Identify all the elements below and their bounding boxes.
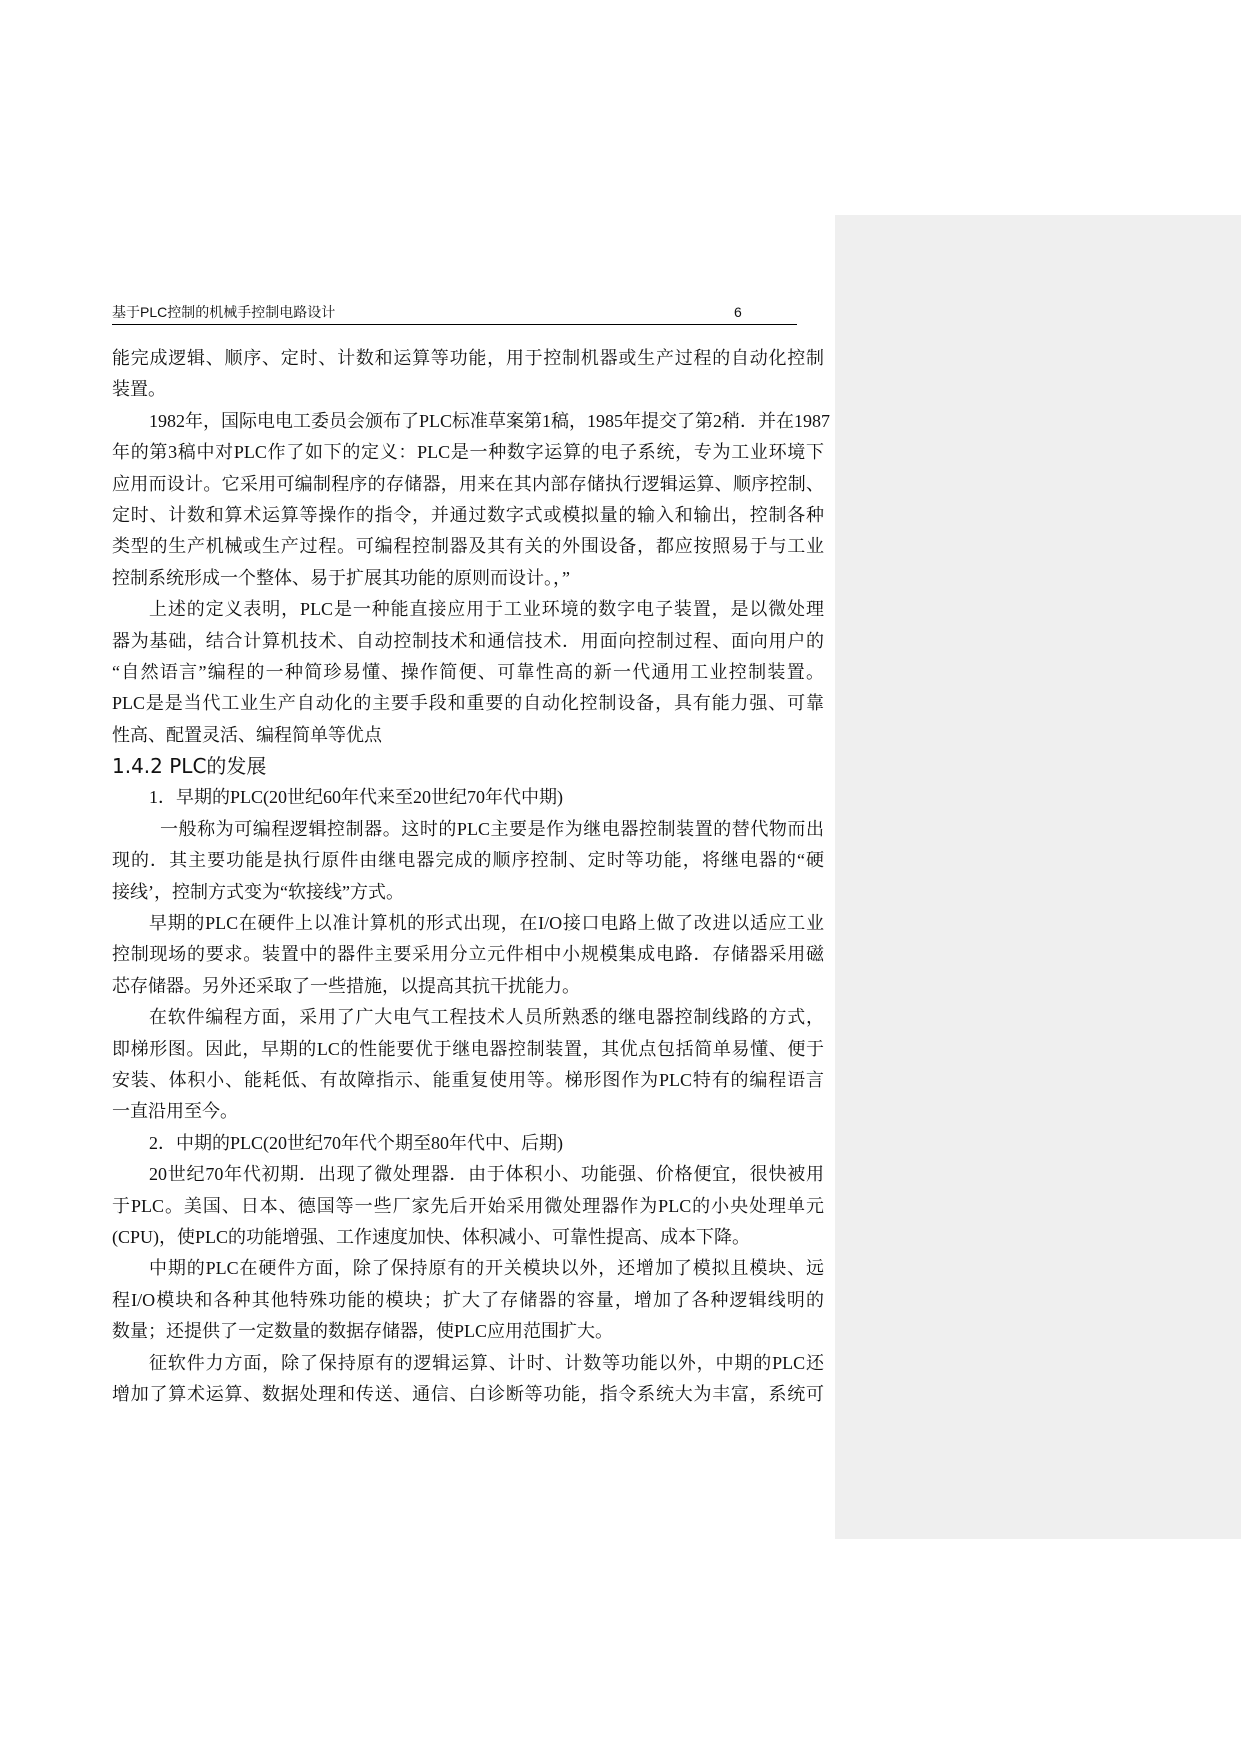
text-line: 1．早期的PLC(20世纪60年代来至20世纪70年代中期)	[149, 787, 563, 808]
text-line: 数量；还提供了一定数量的数据存储器，使PLC应用范围扩大。	[112, 1321, 614, 1342]
document-body	[112, 343, 831, 1410]
paragraph	[112, 1002, 824, 1128]
paragraph	[112, 1253, 824, 1347]
paragraph	[112, 1159, 824, 1253]
text-line: 程I/O模块和各种其他特殊功能的模块；扩大了存储器的容量，增加了各种逻辑线明的	[112, 1289, 824, 1310]
text-line: 一直沿用至今。	[112, 1101, 238, 1122]
text-line: 即梯形图。因此，早期的LC的性能要优于继电器控制装置，其优点包括简单易懂、便于	[112, 1038, 824, 1059]
paragraph	[112, 343, 824, 406]
text-line: 芯存储器。另外还采取了一些措施，以提高其抗干扰能力。	[112, 975, 580, 996]
paragraph	[112, 406, 831, 594]
text-line: 征软件力方面，除了保持原有的逻辑运算、计时、计数等功能以外，中期的PLC还	[149, 1352, 824, 1373]
text-line: 控制系统形成一个整体、易于扩展其功能的原则而设计。，”	[112, 567, 570, 588]
text-line: 20世纪70年代初期．出现了微处理器．由于体积小、功能强、价格便宜，很快被用	[149, 1164, 824, 1185]
text-line: “自然语言”编程的一种简珍易懂、操作简便、可靠性高的新一代通用工业控制装置。	[112, 661, 824, 682]
paragraph	[112, 908, 824, 1002]
text-line: 类型的生产机械或生产过程。可编程控制器及其有关的外围设备，都应按照易于与工业	[112, 536, 824, 557]
text-line: 安装、体积小、能耗低、有故障指示、能重复使用等。梯形图作为PLC特有的编程语言	[112, 1069, 824, 1090]
text-line: 控制现场的要求。装置中的器件主要采用分立元件相中小规模集成电路．存储器采用磁	[112, 944, 824, 965]
text-line: PLC是是当代工业生产自动化的主要手段和重要的自动化控制设备，具有能力强、可靠	[112, 693, 824, 714]
text-line: 现的．其主要功能是执行原件由继电器完成的顺序控制、定时等功能，将继电器的“硬	[112, 850, 824, 871]
text-line: 于PLC。美国、日本、德国等一些厂家先后开始采用微处理器作为PLC的小央处理单元	[112, 1195, 824, 1216]
header-rule	[112, 324, 797, 325]
text-line: 增加了算术运算、数据处理和传送、通信、白诊断等功能，指令系统大为丰富，系统可	[112, 1383, 824, 1404]
text-line: 装置。	[112, 379, 166, 400]
text-line: 一般称为可编程逻辑控制器。这时的PLC主要是作为继电器控制装置的替代物而出	[160, 818, 824, 839]
paragraph	[112, 1348, 824, 1411]
text-line: (CPU)，使PLC的功能增强、工作速度加快、体积减小、可靠性提高、成本下降。	[112, 1226, 751, 1247]
text-line: 在软件编程方面，采用了广大电气工程技术人员所熟悉的继电器控制线路的方式，	[149, 1007, 824, 1028]
text-line: 定时、计数和算术运算等操作的指令，并通过数字式或模拟量的输入和输出，控制各种	[112, 504, 824, 525]
paragraph	[112, 594, 824, 751]
subsection-title	[112, 782, 824, 813]
text-line: 年的第3稿中对PLC作了如下的定义：PLC是一种数字运算的电子系统，专为工业环境下	[112, 442, 824, 463]
text-line: 中期的PLC在硬件方面，除了保持原有的开关模块以外，还增加了模拟且模块、远	[149, 1258, 824, 1279]
comment-margin-panel	[835, 215, 1241, 1539]
text-line: 器为基础，结合计算机技术、自动控制技术和通信技术．用面向控制过程、面向用户的	[112, 630, 824, 651]
text-line: 上述的定义表明，PLC是一种能直接应用于工业环境的数字电子装置，是以微处理	[149, 599, 824, 620]
text-line: 1982年，国际电电工委员会颁布了PLC标准草案第1稿，1985年提交了第2稍．并在1987	[149, 410, 831, 431]
paragraph	[112, 814, 824, 908]
section-heading: 1.4.2 PLC的发展	[112, 754, 267, 779]
text-line: 接线’，控制方式变为“软接线”方式。	[112, 881, 404, 902]
text-line: 能完成逻辑、顺序、定时、计数和运算等功能，用于控制机器或生产过程的自动化控制	[112, 348, 824, 368]
text-line: 应用而设计。它采用可编制程序的存储器，用来在其内部存储执行逻辑运算、顺序控制、	[112, 473, 824, 494]
text-line: 性高、配置灵活、编程简单等优点	[112, 724, 382, 745]
page-number: 6	[734, 304, 742, 320]
text-line: 早期的PLC在硬件上以准计算机的形式出现，在I/O接口电路上做了改进以适应工业	[149, 913, 824, 934]
subsection-title	[112, 1128, 824, 1159]
running-header-title: 基于PLC控制的机械手控制电路设计	[112, 304, 336, 320]
text-line: 2．中期的PLC(20世纪70年代个期至80年代中、后期)	[149, 1132, 563, 1153]
